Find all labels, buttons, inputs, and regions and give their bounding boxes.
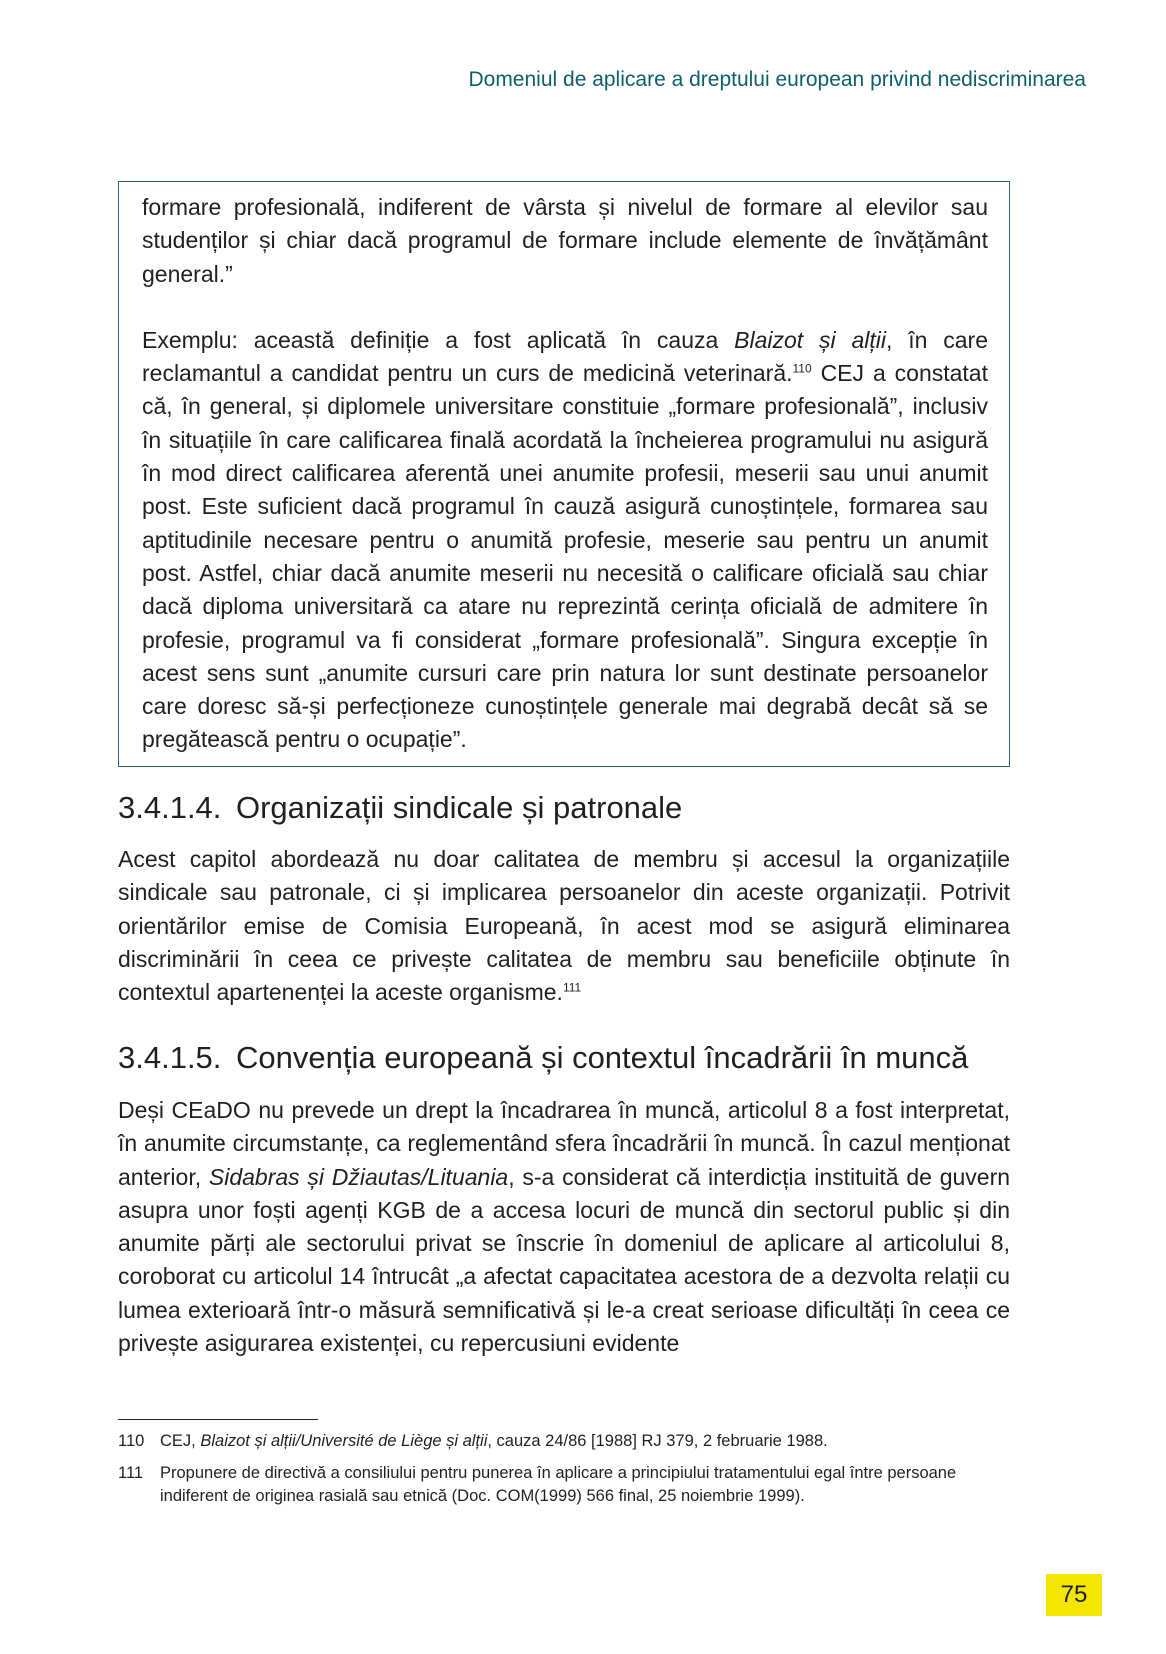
example-box [118,181,1010,767]
page-number: 75 [1046,1574,1102,1616]
section-title: Convenția europeană și contextul încadrării în muncă [236,1040,969,1075]
footnote-text [160,1430,1010,1453]
box-p2-text-b: , în care reclamantul a candidat pentru un curs de medicină veterinară. [142,326,988,387]
box-paragraph-1: formare profesională, indiferent de vârsta și nivelul de formare al elevilor sau studenților și chiar dacă programul de formare include elemente de învățământ general.” [142,194,988,287]
running-header: Domeniul de aplicare a dreptului european privind nediscriminarea [468,68,1086,91]
footnote-case-name: Blaizot și alții/Université de Liège și alții [200,1432,488,1450]
case-name-sidabras: Sidabras și Džiautas/Lituania [208,1163,509,1190]
section-heading-3-4-1-5 [118,1040,968,1076]
section-number: 3.4.1.4. [118,790,222,825]
footnote-text-a: CEJ, [160,1432,201,1450]
section-3-4-1-5-paragraph [118,1094,1010,1360]
footnote-text: Propunere de directivă a consiliului pentru punerea în aplicare a principiului tratamentului egal între persoane indiferent de originea rasială sau etnică (Doc. COM(1999) 566 final, 25 noiembrie 1999). [160,1464,957,1505]
box-p2-text-a: Exemplu: această definiție a fost aplicată în cauza [142,326,735,353]
footnote-number: 110 [118,1432,145,1450]
box-paragraph-2 [142,324,988,757]
section-text-a: Deși CEaDO nu prevede un drept la încadrarea în muncă, articolul 8 a fost interpretat, în anumite circumstanțe, ca reglementând sfera încadrării în muncă. În cazul menționat anterior, [118,1097,1010,1190]
footnote-text-b: , cauza 24/86 [1988] RJ 379, 2 februarie 1988. [487,1432,828,1450]
box-p2-text-c: CEJ a constatat că, în general, și diplomele universitare constituie „formare profesională”, inclusiv în situațiile în care calificarea finală acordată la încheierea programului nu asigură în mod direct calificarea aferentă unei anumite profesii, meserii sau unui anumit post. Este suficient dacă programul în cauză asigură cunoștințele, formarea sau aptitudinile necesare pentru o anumită profesie, meserie sau pentru un anumit post. Astfel, chiar dacă anumite meserii nu necesită o calificare oficială sau chiar dacă diploma universitară ca atare nu reprezintă cerința oficială de admitere în profesie, programul va fi considerat „formare profesională”. Singura excepție în acest sens sunt „anumite cursuri care prin natura lor sunt destinate persoanelor care doresc să-și perfecționeze cunoștințele generale mai degrabă decât să se pregătească pentru o ocupație”. [142,360,988,753]
footnote-ref-111[interactable]: 111 [562,980,582,995]
example-box-text [142,191,988,757]
section-text-b: , s-a considerat că interdicția instituită de guvern asupra unor foști agenți KGB de a accesa locuri de muncă din sectorul public și din anumite părți ale sectorului privat se înscrie în domeniul de aplicare al articolului 8, coroborat cu articolul 14 întrucât „a afectat capacitatea acestora de a dezvolta relații cu lumea exterioară într-o măsură semnificativă și le-a creat serioase dificultăți în ceea ce privește asigurarea existenței, cu repercusiuni evidente [118,1163,1011,1357]
section-heading-3-4-1-4 [118,790,682,826]
section-3-4-1-4-paragraph [118,843,1010,1009]
case-name-blaizot: Blaizot și alții [734,326,886,353]
footnote-ref-110[interactable]: 110 [792,361,812,376]
section-text: Acest capitol abordează nu doar calitatea de membru și accesul la organizațiile sindicale sau patronale, ci și implicarea persoanelor din aceste organizații. Potrivit orientărilor emise de Comisia Europeană, în acest mod se asigură eliminarea discriminării în ceea ce privește calitatea de membru sau beneficiile obținute în contextul apartenenței la aceste organisme. [118,846,1010,1006]
footnote-number: 111 [118,1464,144,1482]
section-title: Organizații sindicale și patronale [236,790,683,825]
footnote-divider [118,1419,318,1420]
section-number: 3.4.1.5. [118,1040,222,1075]
